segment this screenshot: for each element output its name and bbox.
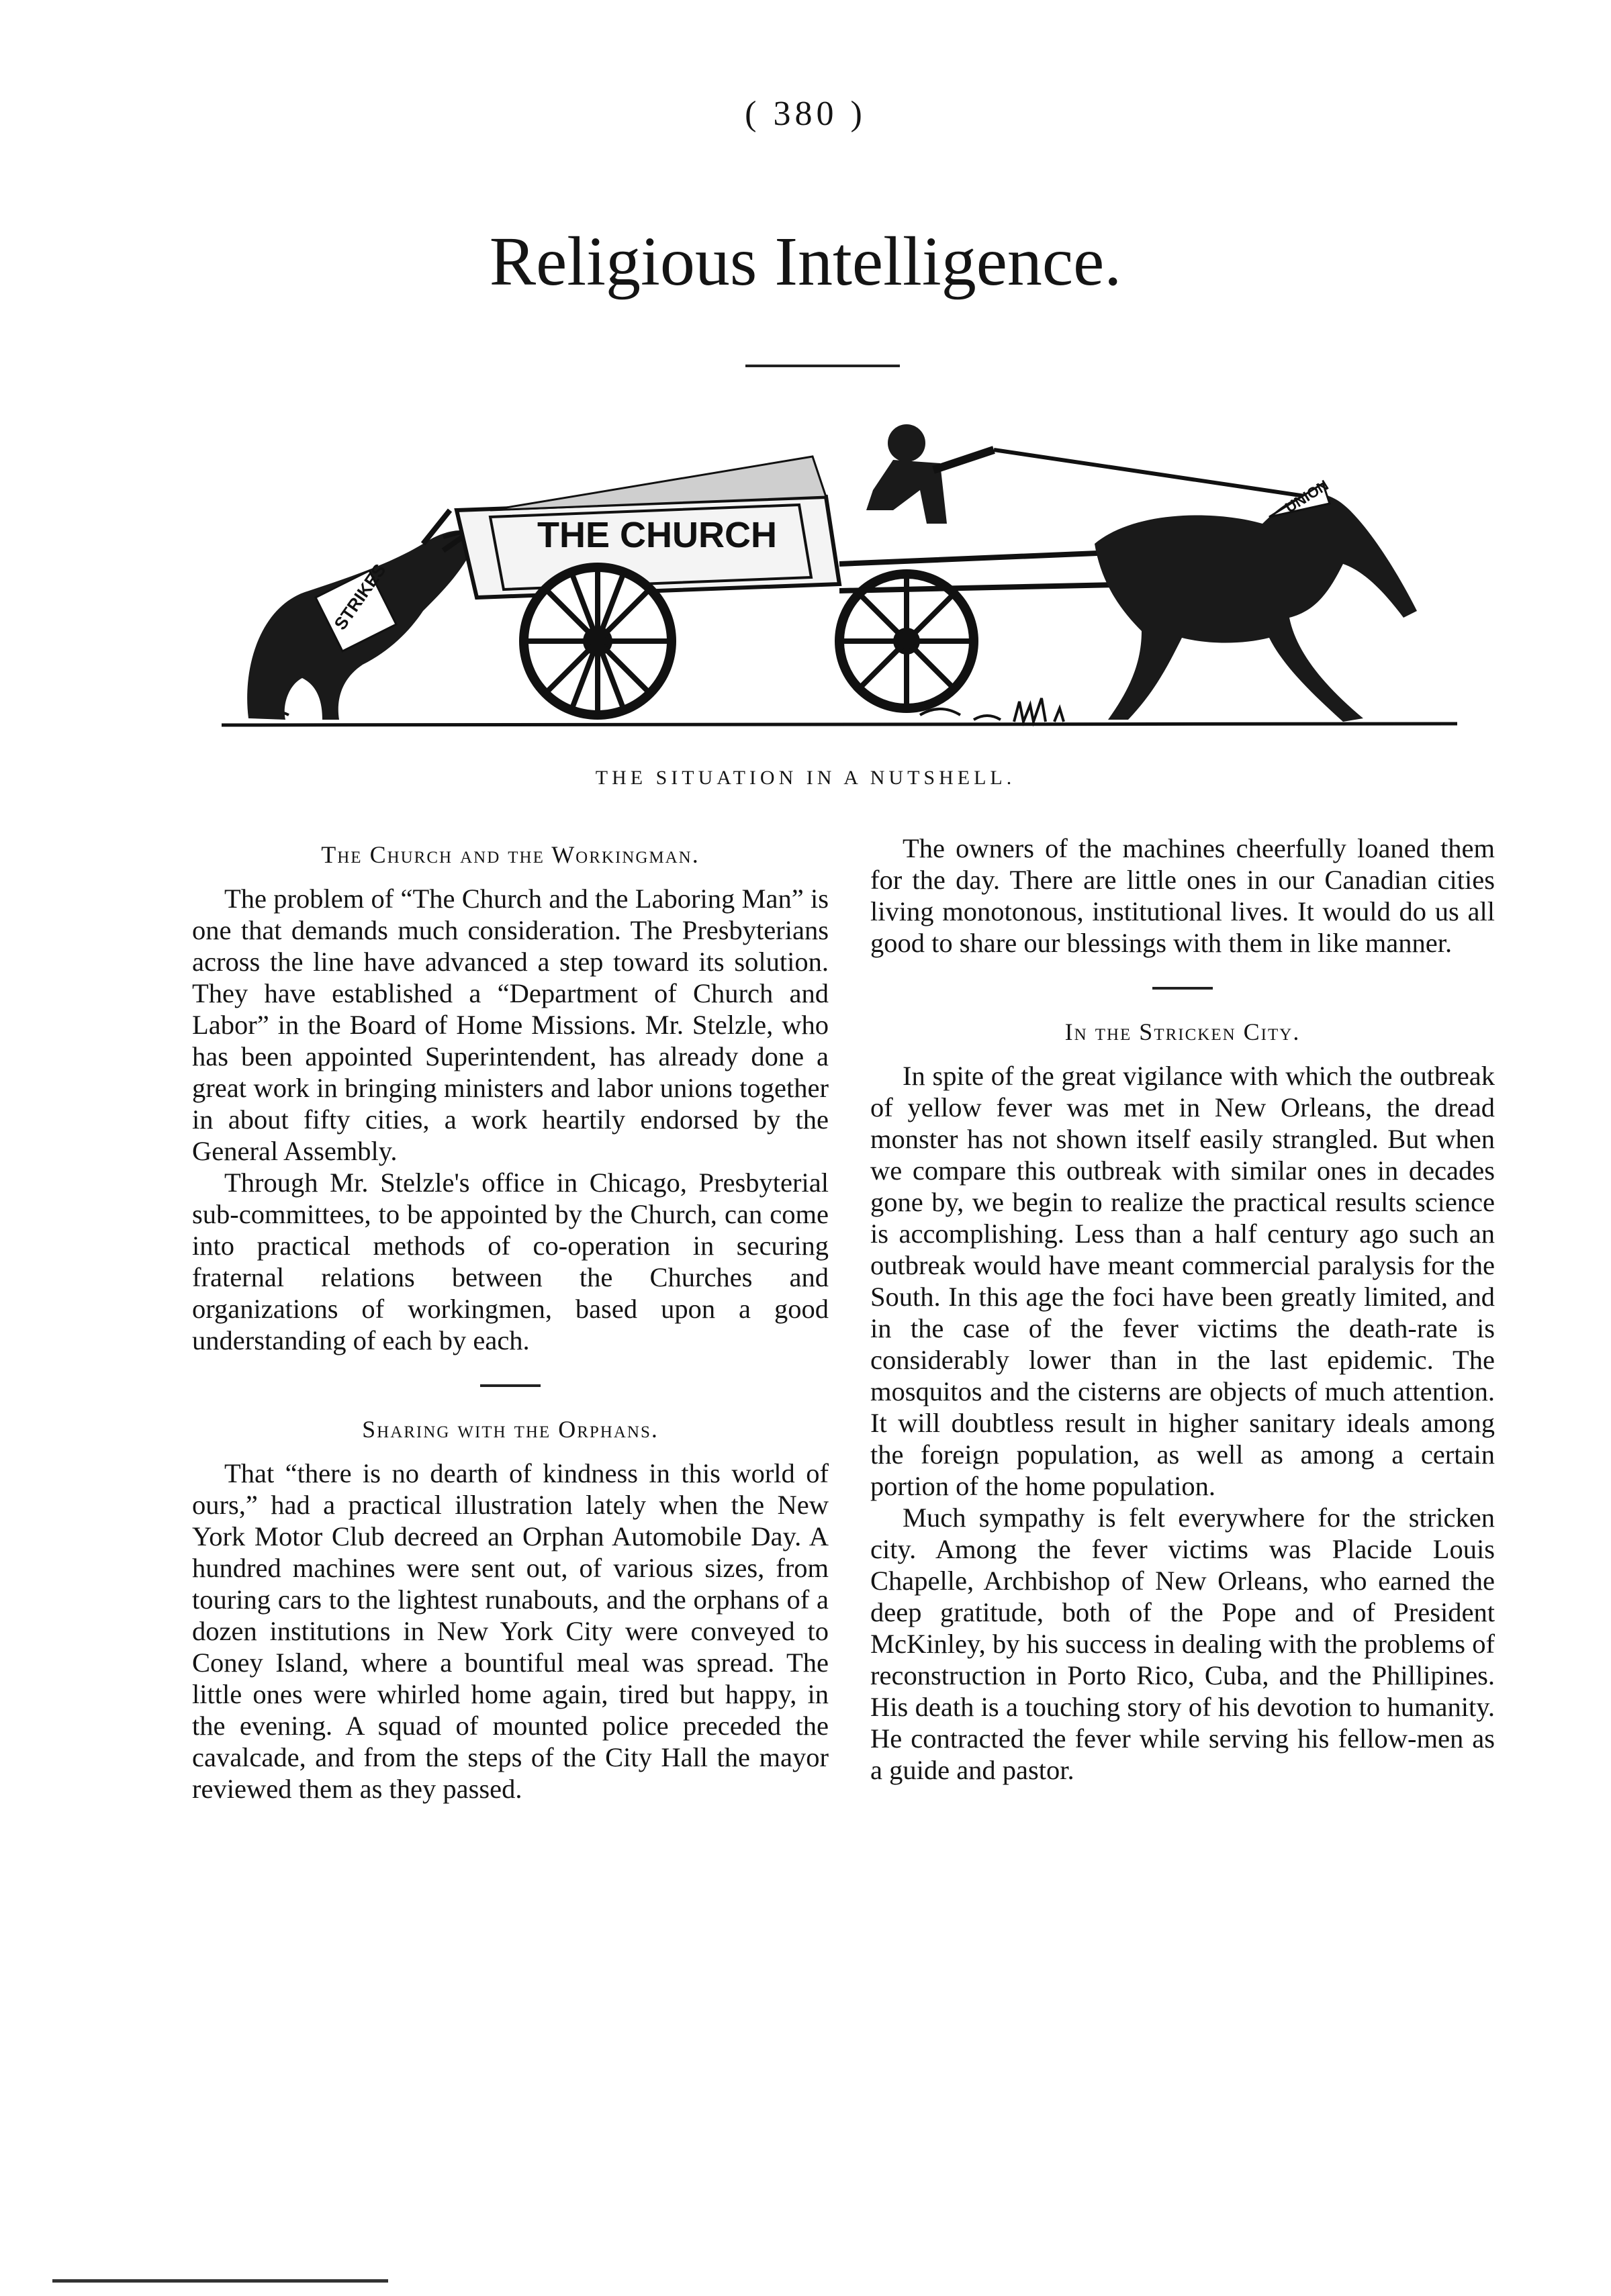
- horse-figure: [1095, 477, 1417, 722]
- cartoon-illustration: [222, 410, 1457, 745]
- article-heading-orphans: Sharing with the Orphans.: [362, 1416, 659, 1443]
- article-paragraph: Through Mr. Stelzle's office in Chicago, Presbyterial sub-committees, to be appointed by the Church, can come into practical methods of co-operation in securing fraternal relations between the Churches and organizations of workingmen, based upon a good understanding of each by each.: [192, 1167, 829, 1355]
- ox-figure: [247, 510, 477, 720]
- article-paragraph: That “there is no dearth of kindness in this world of ours,” had a practical illustration lately when the New York Motor Club decreed an Orphan Automobile Day. A hundred machines were sent out, of various sizes, from touring cars to the lightest runabouts, and the orphans of a dozen institutions in New York City were conveyed to Coney Island, where a bountiful meal was spread. The little ones were whirled home again, tired but happy, in the evening. A squad of mounted police preceded the cavalcade, and from the steps of the City Hall the mayor reviewed them as they passed.: [192, 1458, 829, 1804]
- right-column: [870, 832, 1495, 1786]
- wagon-label: THE CHURCH: [537, 515, 777, 555]
- section-divider: [1152, 987, 1213, 990]
- ground-line: [222, 724, 1457, 725]
- article-heading-stricken-city: In the Stricken City.: [1064, 1018, 1301, 1045]
- article-paragraph: In spite of the great vigilance with which the outbreak of yellow fever was met in New Orleans, the dread monster has not shown itself easily strangled. But when we compare this outbreak with similar ones in decades gone by, we begin to realize the practical results science is accomplishing. Less than a half century ago such an outbreak would have meant commercial paralysis for the South. In this age the foci have been greatly limited, and in the case of the fever victims the death-rate is considerably lower than in the last epidemic. The mosquitos and the cisterns are objects of much attention. It will doubtless result in higher sanitary ideals among the foreign population, as well as among a certain portion of the home population.: [870, 1061, 1495, 1501]
- section-divider: [480, 1384, 541, 1387]
- page-title: Religious Intelligence.: [489, 223, 1122, 300]
- illustration-caption: THE SITUATION IN A NUTSHELL.: [595, 767, 1016, 789]
- driver-figure: [866, 424, 994, 524]
- horse-label: UNION: [1282, 476, 1332, 516]
- wagon-wheel-left: [524, 567, 672, 715]
- article-paragraph: The problem of “The Church and the Laboring Man” is one that demands much consideration. The Presbyterians across the line have advanced a step toward its solution. They have established a “Department of Church and Labor” in the Board of Home Missions. Mr. Stelzle, who has been appointed Superintendent, has already done a great work in bringing ministers and labor unions together in about fifty cities, a work heartily endorsed by the General Assembly.: [192, 883, 829, 1166]
- article-paragraph: Much sympathy is felt everywhere for the stricken city. Among the fever victims was Placide Louis Chapelle, Archbishop of New Orleans, who earned the deep gratitude, both of the Pope and of President McKinley, by his success in dealing with the problems of reconstruction in Porto Rico, Cuba, and the Phillipines. His death is a touching story of his devotion to humanity. He contracted the fever while serving his fellow-men as a guide and pastor.: [870, 1502, 1495, 1785]
- article-paragraph-continuation: The owners of the machines cheerfully loaned them for the day. There are little ones in our Canadian cities living monotonous, institutional lives. It would do us all good to share our blessings with them in like manner.: [870, 833, 1495, 958]
- ox-label: STRIKES: [330, 560, 390, 634]
- left-column: [192, 832, 829, 1805]
- wagon-wheel-right: [839, 574, 974, 708]
- page-number: ( 380 ): [745, 95, 866, 133]
- article-heading-church-workingman: The Church and the Workingman.: [321, 841, 700, 868]
- bottom-rule: [52, 2279, 388, 2283]
- title-rule: [745, 365, 900, 367]
